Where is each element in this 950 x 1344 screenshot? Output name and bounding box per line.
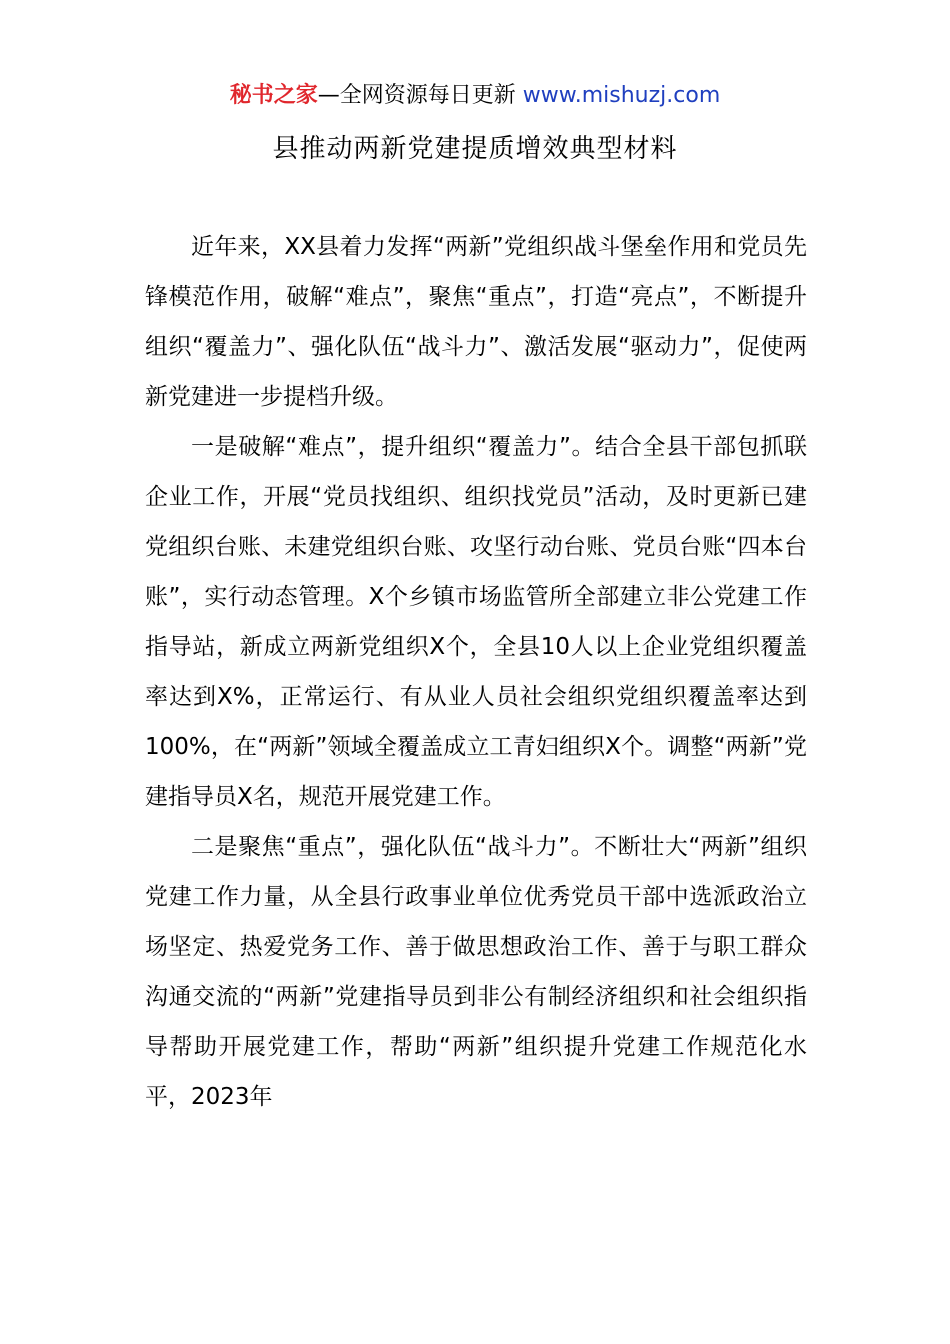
document-body <box>145 222 807 1122</box>
paragraph-point-two: 二是聚焦“重点”，强化队伍“战斗力”。不断壮大“两新”组织党建工作力量，从全县行政事业单位优秀党员干部中选派政治立场坚定、热爱党务工作、善于做思想政治工作、善于与职工群众沟通交流的“两新”党建指导员到非公有制经济组织和社会组织指导帮助开展党建工作，帮助“两新”组织提升党建工作规范化水平，2023年 <box>145 834 807 1110</box>
paragraph-point-one: 一是破解“难点”，提升组织“覆盖力”。结合全县干部包抓联企业工作，开展“党员找组织、组织找党员”活动，及时更新已建党组织台账、未建党组织台账、攻坚行动台账、党员台账“四本台账”，实行动态管理。X个乡镇市场监管所全部建立非公党建工作指导站，新成立两新党组织X个，全县10人以上企业党组织覆盖率达到X%，正常运行、有从业人员社会组织党组织覆盖率达到100%，在“两新”领域全覆盖成立工青妇组织X个。调整“两新”党建指导员X名，规范开展党建工作。 <box>145 434 807 810</box>
site-tagline: —全网资源每日更新 <box>317 83 523 108</box>
paragraph-intro: 近年来，XX县着力发挥“两新”党组织战斗堡垒作用和党员先锋模范作用，破解“难点”，聚焦“重点”，打造“亮点”，不断提升组织“覆盖力”、强化队伍“战斗力”、激活发展“驱动力”，促使两新党建进一步提档升级。 <box>145 234 807 410</box>
site-brand: 秘书之家 <box>229 83 318 108</box>
site-header <box>0 80 950 112</box>
document-title: 县推动两新党建提质增效典型材料 <box>272 134 678 164</box>
site-url-link[interactable]: www.mishuzj.com <box>522 83 721 108</box>
